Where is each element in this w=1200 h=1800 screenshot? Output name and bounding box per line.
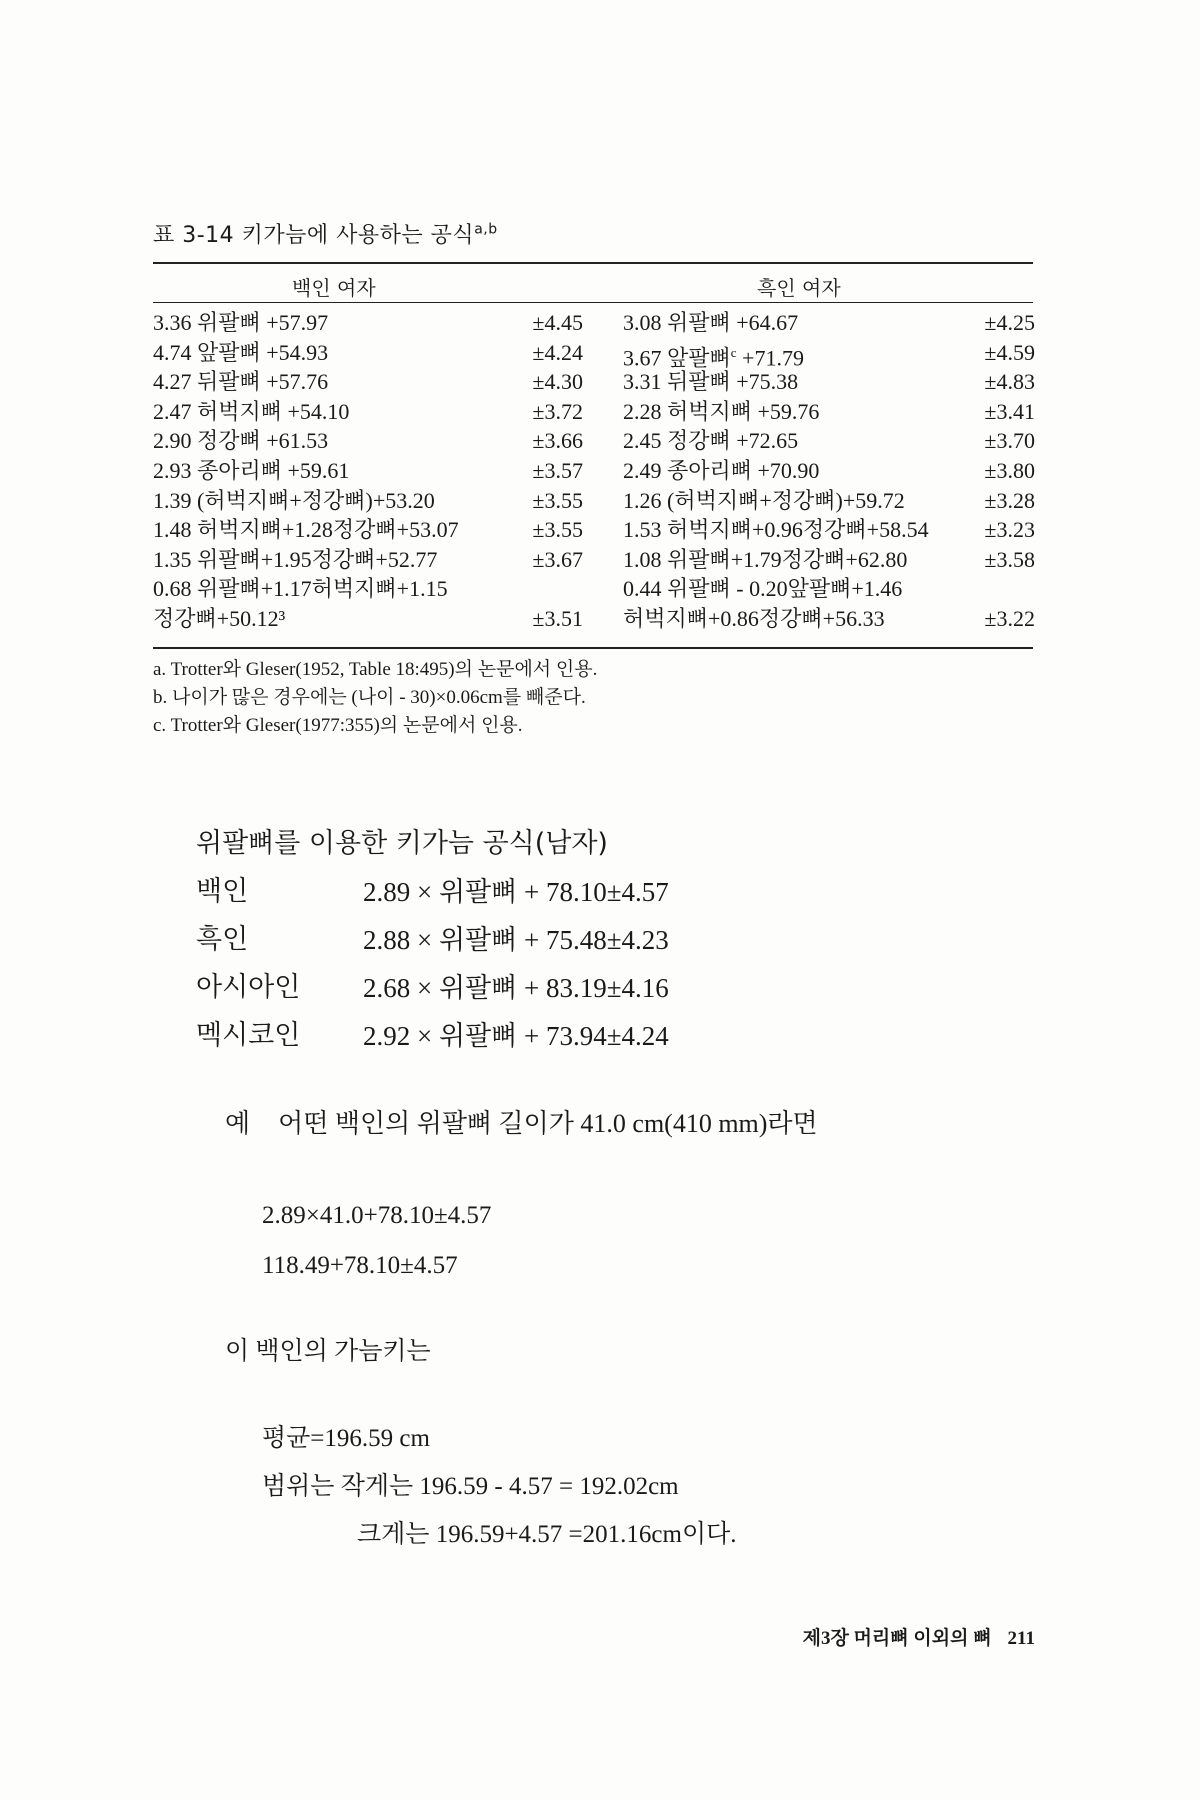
table-row	[623, 367, 1035, 397]
error: ±3.72	[532, 398, 583, 424]
formula: 4.74 앞팔뼈 +54.93	[153, 339, 329, 365]
error: ±3.51	[532, 605, 583, 631]
error: ±3.22	[984, 605, 1035, 631]
formula: 0.68 위팔뼈+1.17허벅지뼈+1.15	[153, 576, 448, 602]
table-caption-superscript: a,b	[474, 221, 498, 238]
table-row	[623, 545, 1035, 575]
table-row	[153, 486, 583, 516]
table-row	[623, 515, 1035, 545]
formula: 1.53 허벅지뼈+0.96정강뼈+58.54	[623, 517, 929, 543]
error: ±4.25	[984, 310, 1035, 335]
formula: 2.28 허벅지뼈 +59.76	[623, 398, 820, 424]
table-row	[623, 338, 1035, 368]
example-lead: 예	[225, 1109, 251, 1139]
table-row	[153, 338, 583, 368]
error: ±3.23	[984, 517, 1035, 543]
table-row	[623, 426, 1035, 456]
table-row	[153, 574, 583, 604]
error: ±3.58	[984, 546, 1035, 572]
formula-row	[196, 964, 669, 1012]
error: ±3.67	[532, 546, 583, 572]
formula-row	[196, 868, 669, 916]
error: ±4.83	[984, 369, 1035, 395]
table-row	[153, 308, 583, 338]
population-label: 백인	[196, 876, 249, 907]
table-row	[623, 308, 1035, 338]
formula: 정강뼈+50.12³	[153, 605, 286, 631]
table-caption	[153, 218, 498, 249]
error: ±4.59	[984, 339, 1035, 365]
estimated-stature-label: 이 백인의 가늠키는	[225, 1338, 431, 1365]
calculation-step-1: 2.89×41.0+78.10±4.57	[262, 1202, 492, 1229]
range-low: 범위는 작게는 196.59 - 4.57 = 192.02cm	[262, 1473, 679, 1500]
formula-tail: +71.79	[736, 344, 804, 370]
table-row	[153, 545, 583, 575]
footnote-a: a. Trotter와 Gleser(1952, Table 18:495)의 논문에서 인용.	[153, 659, 598, 680]
formula: 2.45 정강뼈 +72.65	[623, 428, 799, 454]
black-women-column	[623, 308, 1035, 634]
error: ±3.80	[984, 457, 1035, 483]
table-bottom-rule	[153, 647, 1033, 649]
error: ±3.55	[532, 487, 583, 513]
table-row	[623, 397, 1035, 427]
calculation-step-2: 118.49+78.10±4.57	[262, 1252, 458, 1279]
formula: 2.90 정강뼈 +61.53	[153, 428, 329, 454]
formula-start: 3.67 앞팔뼈	[623, 344, 731, 370]
table-row	[153, 367, 583, 397]
error: ±3.28	[984, 487, 1035, 513]
range-high: 크게는 196.59+4.57 =201.16cm이다.	[357, 1521, 737, 1548]
population-label: 멕시코인	[196, 1020, 301, 1051]
population-label: 아시아인	[196, 972, 301, 1003]
formula-value: 2.88 × 위팔뼈 + 75.48±4.23	[363, 925, 669, 955]
formula: 4.27 뒤팔뼈 +57.76	[153, 369, 329, 395]
table-row	[153, 604, 583, 634]
footnote-b: b. 나이가 많은 경우에는 (나이 - 30)×0.06cm를 빼준다.	[153, 687, 586, 708]
table-row	[623, 486, 1035, 516]
white-women-column	[153, 308, 583, 634]
formula: 2.47 허벅지뼈 +54.10	[153, 398, 350, 424]
error: ±4.30	[532, 369, 583, 395]
table-top-rule	[153, 262, 1033, 264]
table-row	[623, 456, 1035, 486]
error: ±3.55	[532, 517, 583, 543]
formula: 0.44 위팔뼈 - 0.20앞팔뼈+1.46	[623, 576, 903, 602]
chapter-title: 제3장 머리뼈 이외의 뼈	[802, 1628, 992, 1649]
formula-value: 2.92 × 위팔뼈 + 73.94±4.24	[363, 1021, 669, 1051]
page-footer	[803, 1623, 1035, 1650]
error: ±3.70	[984, 428, 1035, 454]
table-footnotes	[153, 656, 597, 740]
formula: 1.48 허벅지뼈+1.28정강뼈+53.07	[153, 517, 459, 543]
formula: 3.31 뒤팔뼈 +75.38	[623, 369, 799, 395]
formula: 2.49 종아리뼈 +70.90	[623, 457, 820, 483]
mean-stature: 평균=196.59 cm	[262, 1425, 430, 1452]
formula-block-title: 위팔뼈를 이용한 키가늠 공식(남자)	[196, 828, 608, 859]
formula-value: 2.68 × 위팔뼈 + 83.19±4.16	[363, 973, 669, 1003]
header-white-women: 백인 여자	[292, 276, 376, 300]
table-row	[153, 456, 583, 486]
error: ±3.57	[532, 457, 583, 483]
male-humerus-formulas	[196, 820, 669, 1060]
table-caption-text: 표 3-14 키가늠에 사용하는 공식	[153, 223, 475, 248]
table-row	[153, 515, 583, 545]
formula: 1.08 위팔뼈+1.79정강뼈+62.80	[623, 546, 908, 572]
table-row	[153, 397, 583, 427]
formula: 1.39 (허벅지뼈+정강뼈)+53.20	[153, 487, 435, 513]
footnote-mark-c: c	[730, 344, 737, 360]
example-statement	[225, 1103, 818, 1140]
population-label: 흑인	[196, 924, 249, 955]
formula-row	[196, 916, 669, 964]
error: ±3.66	[532, 428, 583, 454]
page-number: 211	[1007, 1628, 1035, 1649]
table-row	[623, 574, 1035, 604]
formula: 3.36 위팔뼈 +57.97	[153, 310, 329, 335]
footnote-c: c. Trotter와 Gleser(1977:355)의 논문에서 인용.	[153, 715, 523, 736]
table-row	[623, 604, 1035, 634]
error: ±4.24	[532, 339, 583, 365]
formula-value: 2.89 × 위팔뼈 + 78.10±4.57	[363, 877, 669, 907]
formula-row	[196, 1012, 669, 1060]
header-black-women: 흑인 여자	[757, 276, 841, 300]
error: ±4.45	[532, 310, 583, 335]
formula: 1.26 (허벅지뼈+정강뼈)+59.72	[623, 487, 905, 513]
error: ±3.41	[984, 398, 1035, 424]
formula: 허벅지뼈+0.86정강뼈+56.33	[623, 605, 885, 631]
formula: 1.35 위팔뼈+1.95정강뼈+52.77	[153, 546, 438, 572]
formula: 2.93 종아리뼈 +59.61	[153, 457, 350, 483]
example-text: 어떤 백인의 위팔뼈 길이가 41.0 cm(410 mm)라면	[278, 1109, 818, 1138]
table-row	[153, 426, 583, 456]
formula: 3.08 위팔뼈 +64.67	[623, 310, 799, 335]
table-header-rule	[153, 302, 1033, 303]
